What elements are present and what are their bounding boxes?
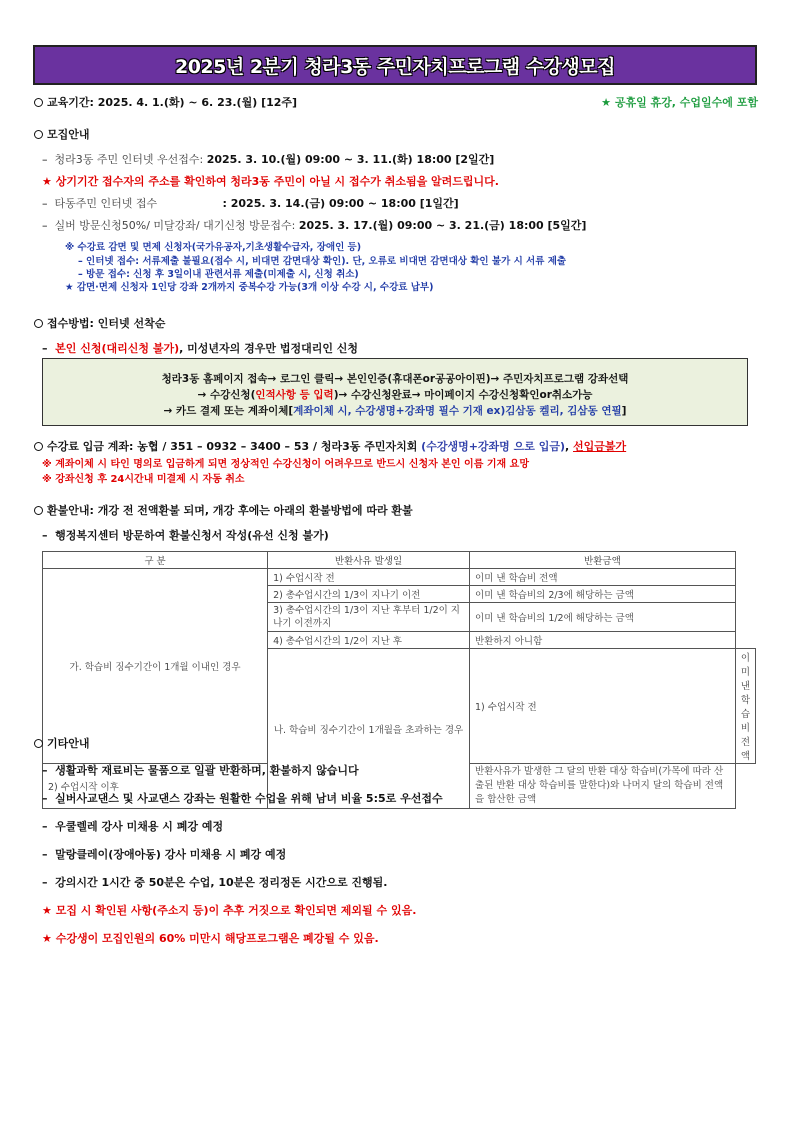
title-banner xyxy=(33,45,757,85)
table-row: 4) 총수업시간의 1/2이 지난 후 반환하지 아니함 xyxy=(43,632,756,649)
list-item: – 우쿨렐레 강사 미채용 시 폐강 예정 xyxy=(42,820,224,833)
holiday-note: ★ 공휴일 휴강, 수업일수에 포함 xyxy=(601,96,758,109)
list-item: – 말랑클레이(장애아동) 강사 미채용 시 폐강 예정 xyxy=(42,848,287,861)
edu-period: 교육기간: 2025. 4. 1.(화) ~ 6. 23.(월) [12주] xyxy=(34,94,297,110)
other-resident-line: – 타동주민 인터넷 접수 : 2025. 3. 14.(금) 09:00 ~ 18:00 [1일간] xyxy=(42,197,459,210)
etc-warning-1: ★ 모집 시 확인된 사항(주소지 등)이 추후 거짓으로 확인되면 제외될 수 있음. xyxy=(42,904,417,917)
group-a-label: 가. 학습비 징수기간이 1개월 이내인 경우 xyxy=(43,569,268,764)
etc-heading: 기타안내 xyxy=(34,735,90,751)
circle-bullet-icon xyxy=(34,739,43,748)
reduction-note-2: – 인터넷 접수: 서류제출 불필요(접수 시, 비대면 감면대상 확인). 단, 오류로 비대면 감면대상 확인 불가 시 서류 제출 xyxy=(78,256,567,267)
list-item: – 실버사교댄스 및 사교댄스 강좌는 원활한 수업을 위해 남녀 비율 5:5로 우선접수 xyxy=(42,792,443,805)
refund-heading: 환불안내: 개강 전 전액환불 되며, 개강 후에는 아래의 환불방법에 따라 환불 xyxy=(34,502,413,518)
apply-steps-box xyxy=(42,358,748,426)
self-apply-line: – 본인 신청(대리신청 불가), 미성년자의 경우만 법정대리인 신청 xyxy=(42,342,359,355)
payment-warning-1: ※ 계좌이체 시 타인 명의로 입금하게 되면 정상적인 수강신청이 어려우므로 반드시 신청자 본인 이름 기재 요망 xyxy=(42,459,529,470)
list-item: – 강의시간 1시간 중 50분은 수업, 10분은 정리정돈 시간으로 진행됨. xyxy=(42,876,388,889)
table-row: 나. 학습비 징수기간이 1개월을 초과하는 경우 1) 수업시작 전 이미 낸 학습비 전액 xyxy=(43,649,756,764)
apply-step-2: → 수강신청(인적사항 등 입력)→ 수강신청완료→ 마이페이지 수강신청확인or취소가능 xyxy=(197,389,593,401)
table-row: 3) 총수업시간의 1/3이 지난 후부터 1/2이 지나기 이전까지 이미 낸 학습비의 1/2에 해당하는 금액 xyxy=(43,603,756,632)
table-header: 구 분 xyxy=(43,552,268,569)
list-item: – 생활과학 재료비는 물품으로 일괄 반환하며, 환불하지 않습니다 xyxy=(42,764,359,777)
circle-bullet-icon xyxy=(34,130,43,139)
page-title: 2025년 2분기 청라3동 주민자치프로그램 수강생모집 xyxy=(174,55,615,78)
recruit-heading: 모집안내 xyxy=(34,126,90,142)
circle-bullet-icon xyxy=(34,442,43,451)
online-priority-line: – 청라3동 주민 인터넷 우선접수: 2025. 3. 10.(월) 09:00 ~ 3. 11.(화) 18:00 [2일간] xyxy=(42,153,495,166)
etc-warning-2: ★ 수강생이 모집인원의 60% 미만시 해당프로그램은 폐강될 수 있음. xyxy=(42,932,379,945)
payment-line: 수강료 입금 계좌: 농협 / 351 – 0932 – 3400 – 53 / 청라3동 주민자치회 (수강생명+강좌명 으로 입금), 선입금불가 xyxy=(34,438,626,454)
table-row: 가. 학습비 징수기간이 1개월 이내인 경우 1) 수업시작 전 이미 낸 학습비 전액 xyxy=(43,569,756,586)
payment-warning-2: ※ 강좌신청 후 24시간내 미결제 시 자동 취소 xyxy=(42,474,245,485)
circle-bullet-icon xyxy=(34,506,43,515)
table-row: 2) 총수업시간의 1/3이 지나기 이전 이미 낸 학습비의 2/3에 해당하는 금액 xyxy=(43,586,756,603)
prepay-badge: 선입금불가 xyxy=(573,440,627,453)
visit-line: – 실버 방문신청50%/ 미달강좌/ 대기신청 방문접수: 2025. 3. 17.(월) 09:00 ~ 3. 21.(금) 18:00 [5일간] xyxy=(42,219,587,232)
group-b-label: 나. 학습비 징수기간이 1개월을 초과하는 경우 xyxy=(268,649,470,809)
apply-step-1: 청라3동 홈페이지 접속→ 로그인 클릭→ 본인인증(휴대폰or공공아이핀)→ 주민자치프로그램 강좌선택 xyxy=(161,373,629,385)
circle-bullet-icon xyxy=(34,98,43,107)
table-header-row xyxy=(43,552,756,569)
address-warning: ★ 상기기간 접수자의 주소를 확인하여 청라3동 주민이 아닐 시 접수가 취소됨을 알려드립니다. xyxy=(42,175,499,188)
apply-step-3: → 카드 결제 또는 계좌이체[계좌이체 시, 수강생명+강좌명 필수 기재 ex)김삼동 켈리, 김삼동 연필] xyxy=(163,405,627,417)
circle-bullet-icon xyxy=(34,319,43,328)
refund-sub: – 행정복지센터 방문하여 환불신청서 작성(유선 신청 불가) xyxy=(42,529,329,542)
method-heading: 접수방법: 인터넷 선착순 xyxy=(34,315,165,331)
table-header: 반환금액 xyxy=(470,552,736,569)
table-row: 2) 수업시작 이후 반환사유가 발생한 그 달의 반환 대상 학습비(가목에 따라 산출된 반환 대상 학습비를 말한다)와 나머지 달의 학습비 전액을 합산한 금액 xyxy=(43,764,756,809)
reduction-note-4: ★ 감면·면제 신청자 1인당 강좌 2개까지 중복수강 가능(3개 이상 수강 시, 수강료 납부) xyxy=(65,282,434,293)
reduction-note-3: – 방문 접수: 신청 후 3일이내 관련서류 제출(미제출 시, 신청 취소) xyxy=(78,269,359,280)
reduction-note-1: ※ 수강료 감면 및 면제 신청자(국가유공자,기초생활수급자, 장애인 등) xyxy=(65,242,362,253)
table-header: 반환사유 발생일 xyxy=(268,552,470,569)
